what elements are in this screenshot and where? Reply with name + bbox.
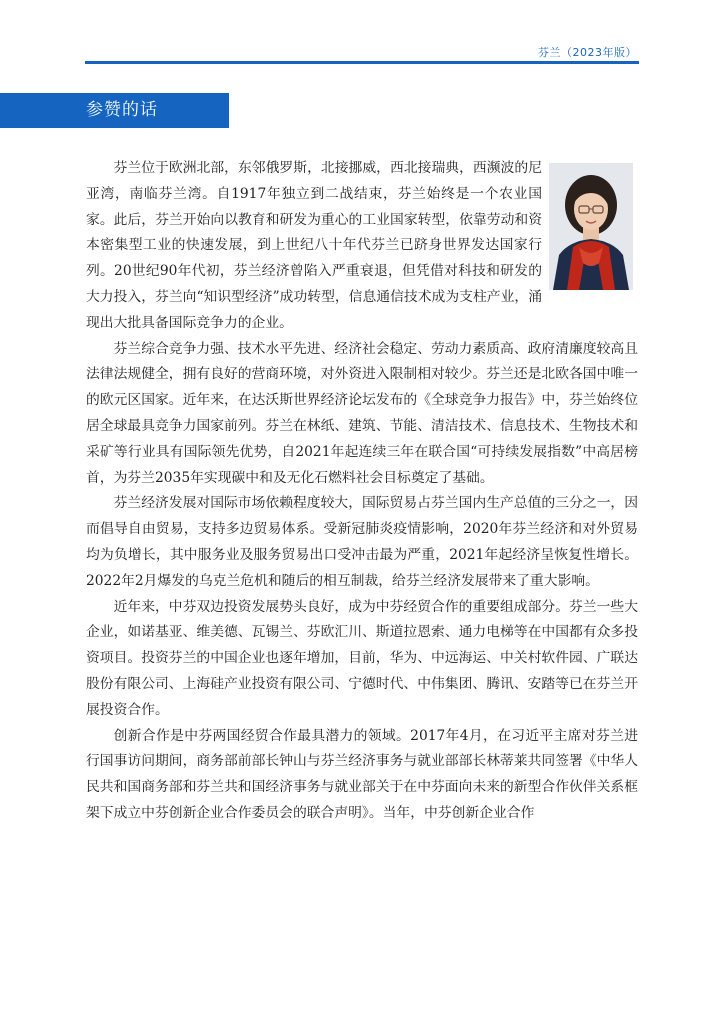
header-divider	[85, 61, 639, 64]
paragraph-1: 芬兰位于欧洲北部，东邻俄罗斯，北接挪威，西北接瑞典，西濒波的尼亚湾，南临芬兰湾。自1917年独立到二战结束，芬兰始终是一个农业国家。此后，芬兰开始向以教育和研发为重心的工业国家转型，依靠劳动和资本密集型工业的快速发展，到上世纪八十年代芬兰已跻身世界发达国家行列。20世纪90年代初，芬兰经济曾陷入严重衰退，但凭借对科技和研发的大力投入，芬兰向“知识型经济”成功转型，信息通信技术成为支柱产业，涌现出大批具备国际竞争力的企业。	[86, 160, 542, 331]
paragraph-3: 芬兰经济发展对国际市场依赖程度较大，国际贸易占芬兰国内生产总值的三分之一，因而倡导自由贸易，支持多边贸易体系。受新冠肺炎疫情影响，2020年芬兰经济和对外贸易均为负增长，其中服务业及服务贸易出口受冲击最为严重，2021年起经济呈恢复性增长。2022年2月爆发的乌克兰危机和随后的相互制裁，给芬兰经济发展带来了重大影响。	[86, 495, 638, 589]
body-text	[86, 156, 638, 827]
section-title: 参赞的话	[0, 93, 229, 128]
paragraph-2: 芬兰综合竞争力强、技术水平先进、经济社会稳定、劳动力素质高、政府清廉度较高且法律法规健全，拥有良好的营商环境，对外资进入限制相对较少。芬兰还是北欧各国中唯一的欧元区国家。近年来，在达沃斯世界经济论坛发布的《全球竞争力报告》中，芬兰始终位居全球最具竞争力国家前列。芬兰在林纸、建筑、节能、清洁技术、信息技术、生物技术和采矿等行业具有国际领先优势，自2021年起连续三年在联合国“可持续发展指数”中高居榜首，为芬兰2035年实现碳中和及无化石燃料社会目标奠定了基础。	[86, 340, 638, 486]
paragraph-5: 创新合作是中芬两国经贸合作最具潜力的领域。2017年4月，在习近平主席对芬兰进行国事访问期间，商务部前部长钟山与芬兰经济事务与就业部部长林蒂莱共同签署《中华人民共和国商务部和芬兰共和国经济事务与就业部关于在中芬面向未来的新型合作伙伴关系框架下成立中芬创新企业合作委员会的联合声明》。当年，中芬创新企业合作	[86, 727, 638, 821]
portrait-spacer	[542, 156, 638, 286]
paragraph-4: 近年来，中芬双边投资发展势头良好，成为中芬经贸合作的重要组成部分。芬兰一些大企业，如诺基亚、维美德、瓦锡兰、芬欧汇川、斯道拉恩索、通力电梯等在中国都有众多投资项目。投资芬兰的中国企业也逐年增加，目前，华为、中远海运、中关村软件园、广联达股份有限公司、上海硅产业投资有限公司、宁德时代、中伟集团、腾讯、安踏等已在芬兰开展投资合作。	[86, 598, 638, 718]
running-header: 芬兰（2023年版）	[538, 46, 637, 59]
